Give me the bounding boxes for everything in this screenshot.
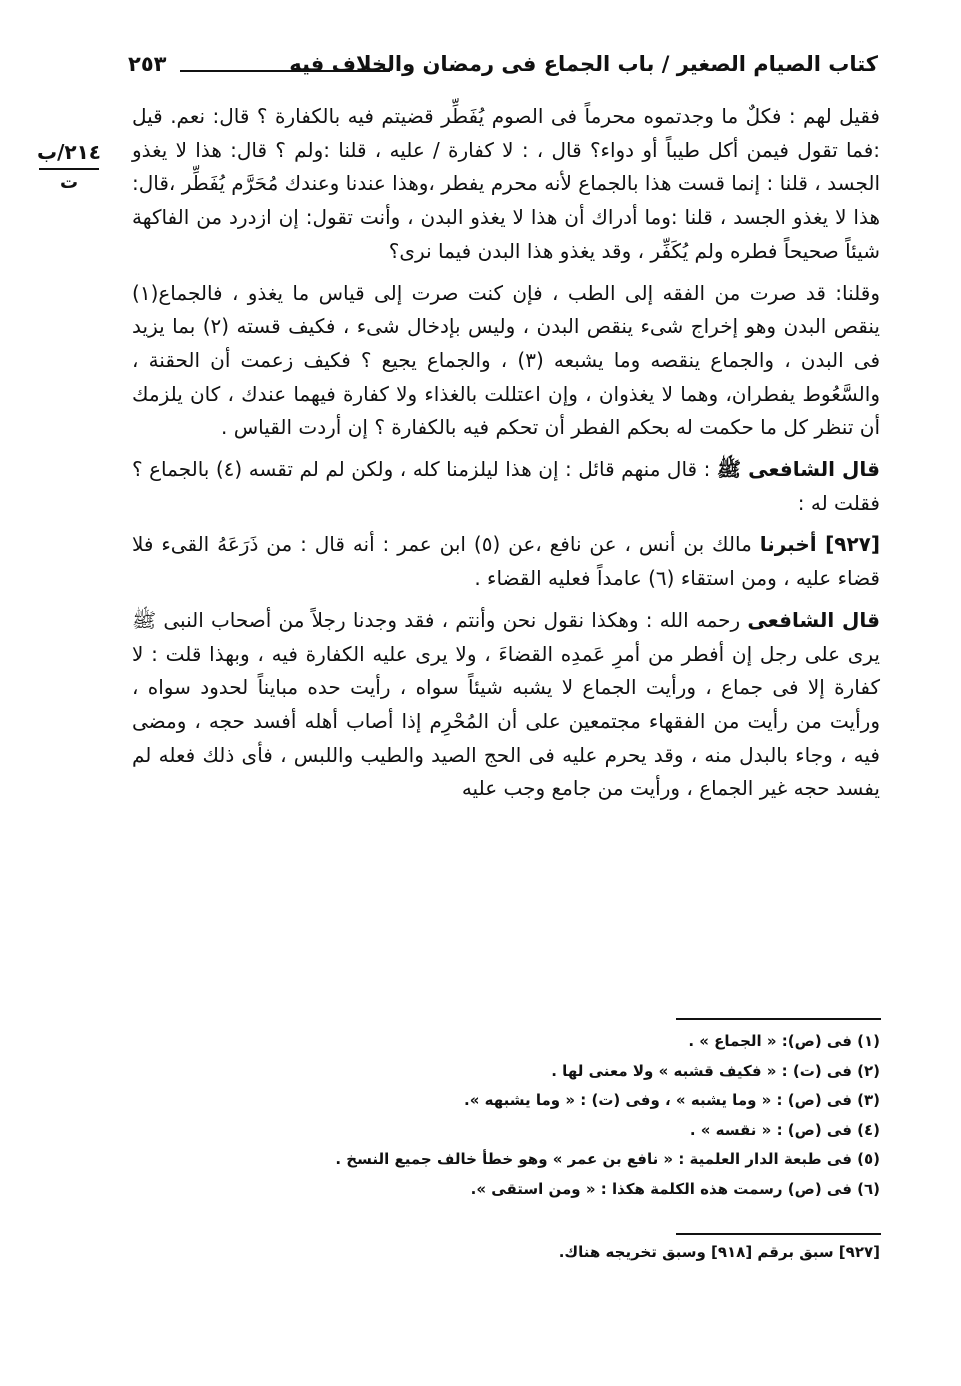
margin-manuscript-ref bbox=[34, 140, 104, 193]
footnote: (٤) فى (ص) : « نقسه » . bbox=[689, 1120, 880, 1139]
paragraph bbox=[132, 277, 880, 446]
paragraph-text: رحمه الله : وهكذا نقول نحن وأنتم ، فقد وجدنا رجلاً من أصحاب النبى ﷺ يرى على رجل إن أفطر من أمرِ عَمدِه القضاءَ ، ولا يرى عليه الكفارة فيه ، وبهذا قلت : لا كفارة إلا فى جماع ، ورأيت الجماع لا يشبه شيئاً سواه ، رأيت حده مبايناً لحدود سواه ، ورأيت من رأيت من الفقهاء مجتمعين على أن المُحْرِم إذا أصاب أهله أفسد حجه ، ومضى فيه ، وجاء بالبدل منه ، وقد يحرم عليه فى الحج الصيد والطيب واللبس ، فأى ذلك فعله لم يفسد حجه غير الجماع ، ورأيت من جامع وجب عليه bbox=[132, 607, 880, 801]
footnotes bbox=[300, 1027, 880, 1204]
main-text bbox=[132, 100, 880, 814]
page-number: ٢٥٣ bbox=[128, 52, 167, 76]
source-rule bbox=[676, 1233, 881, 1235]
hadith-source-note: [٩٢٧] سبق برقم [٩١٨] وسبق تخريجه هناك. bbox=[558, 1243, 880, 1261]
paragraph bbox=[132, 604, 880, 806]
footnote: (٣) فى (ص) : « وما يشبه » ، وفى (ت) : « وما يشبهه ». bbox=[464, 1091, 880, 1109]
paragraph-text: : قال منهم قائل : إن هذا ليلزمنا كله ، ولكن لم لم تقسه (٤) بالجماع ؟ فقلت له : bbox=[132, 457, 880, 515]
footnote: (١) فى (ص): « الجماع » . bbox=[688, 1032, 880, 1050]
paragraph-speaker: قال الشافعى bbox=[747, 607, 880, 632]
paragraph bbox=[132, 100, 880, 269]
margin-ref-folio: ٢١٤/ب bbox=[36, 140, 102, 164]
paragraph-text: مالك بن أنس ، عن نافع ،عن (٥) ابن عمر : أنه قال : من ذَرَعَهُ القىء فلا قضاء عليه ، ومن استقاء (٦) عامداً فعليه القضاء . bbox=[132, 532, 880, 591]
paragraph-speaker: [٩٢٧] أخبرنا bbox=[759, 532, 881, 557]
header-title: كتاب الصيام الصغير / باب الجماع فى رمضان والخلاف فيه bbox=[289, 52, 878, 76]
paragraph-speaker: قال الشافعى ﷺ bbox=[716, 457, 881, 482]
footnote-rule bbox=[676, 1018, 881, 1020]
footnote: (٢) فى (ت) : « فكيف قشبه » ولا معنى لها . bbox=[551, 1061, 880, 1080]
margin-ref-manuscript: ت bbox=[59, 172, 79, 193]
paragraph bbox=[132, 528, 880, 595]
footnote: (٦) فى (ص) رسمت هذه الكلمة هكذا : « ومن استقى ». bbox=[470, 1179, 880, 1198]
header-rule bbox=[180, 70, 390, 72]
margin-ref-rule bbox=[39, 168, 99, 170]
paragraph-text: فقيل لهم : فكلٌ ما وجدتموه محرماً فى الصوم يُفَطِّر قضيتم فيه بالكفارة ؟ قال: نعم. قيل :فما تقول فيمن أكل طيباً أو دواء؟ قال ، : لا كفارة / عليه ، قلنا :ولم ؟ قال: هذا لا يغذو الجسد ، قلنا : إنما قست هذا بالجماع لأنه محرم يفطر ،وهذا عندنا وعندك مُحَرَّم يُفَطِّر ،قال: هذا لا يغذو الجسد ، قلنا :وما أدراك أن هذا لا يغذو البدن ، وأنت تقول: إن ازدرد من الفاكهة شيئاً صحيحاً فطره ولم يُكَفِّر ، وقد يغذو هذا البدن فيما نرى؟ bbox=[132, 104, 880, 263]
footnote: (٥) فى طبعة الدار العلمية : « نافع بن عمر » وهو خطأ خالف جميع النسخ . bbox=[335, 1150, 880, 1168]
paragraph-text: وقلنا: قد صرت من الفقه إلى الطب ، فإن كنت صرت إلى قياس ما يغذو ، فالجماع(١) ينقص البدن وهو إخراج شىء ينقص البدن ، وليس بإدخال شىء ، فكيف قسته (٢) بما يزيد فى البدن ، والجماع ينقصه وما يشبعه (٣) ، والجماع يجيع ؟ فكيف زعمت أن الحقنة ، والسَّعُوط يفطران، وهما لا يغذوان ، وإن اعتللت بالغذاء ولا كفارة فيهما عندك ، كان يلزمك أن تنظر كل ما حكمت له بحكم الفطر أن تحكم فيه بالكفارة ؟ إن أردت القياس . bbox=[132, 280, 881, 440]
paragraph bbox=[132, 453, 880, 520]
running-header bbox=[128, 48, 878, 88]
